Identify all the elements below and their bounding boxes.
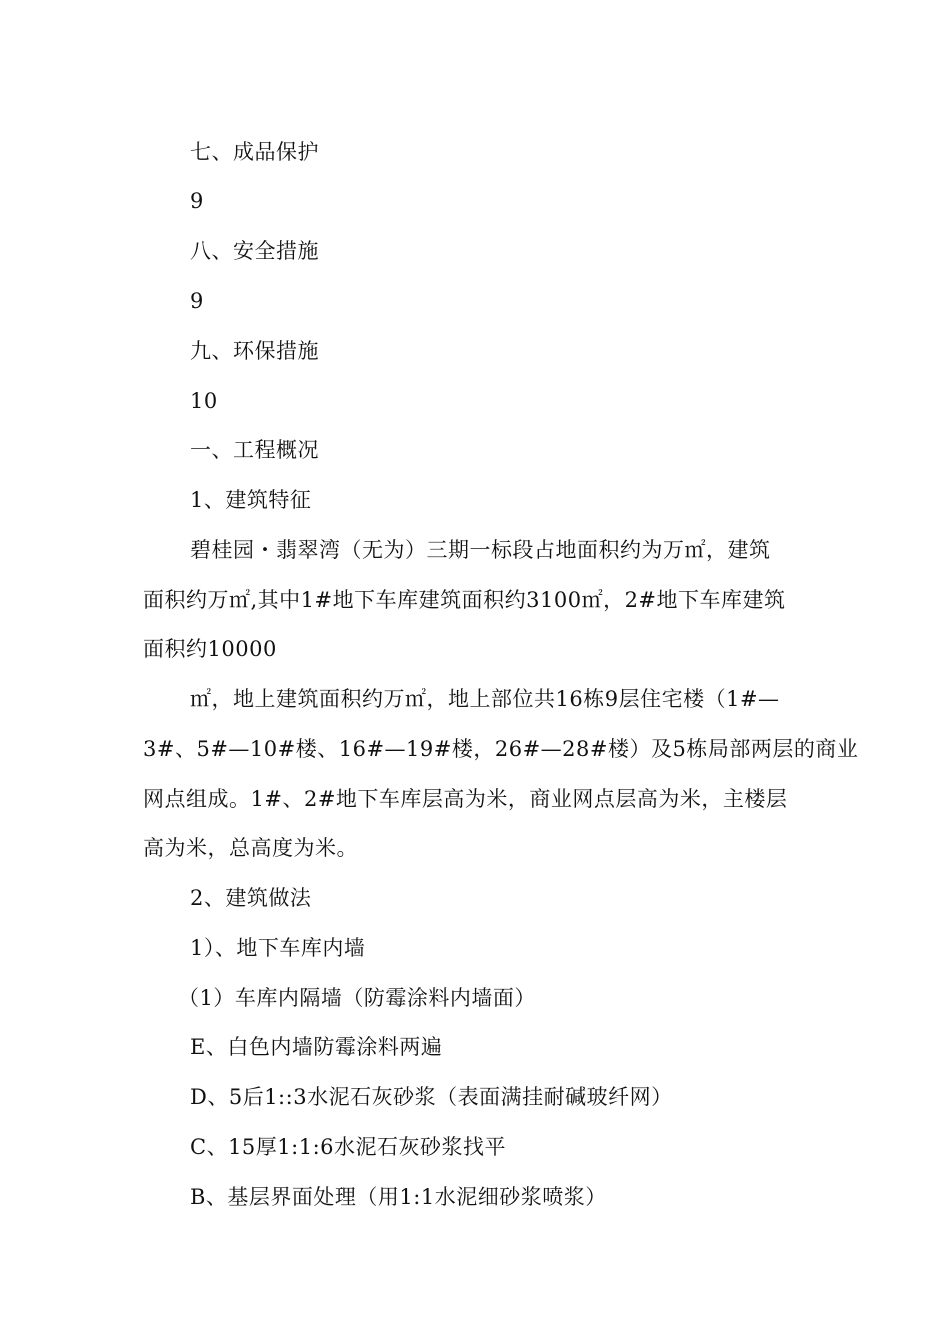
subsection-heading-1: 1、建筑特征 (190, 488, 312, 512)
toc-entry-9-title: 九、环保措施 (190, 339, 319, 363)
paragraph-line: 3#、5#—10#楼、16#—19#楼，26#—28#楼）及5栋局部两层的商业 (143, 737, 859, 761)
subsection-heading-2: 2、建筑做法 (190, 886, 312, 910)
paragraph-line: 面积约万㎡,其中1#地下车库建筑面积约3100㎡，2#地下车库建筑 (143, 588, 786, 612)
paragraph-line: 高为米，总高度为米。 (143, 836, 358, 860)
spec-line-e: E、白色内墙防霉涂料两遍 (190, 1035, 443, 1059)
toc-entry-7-page: 9 (190, 189, 204, 213)
paragraph-line: 面积约10000 (143, 637, 277, 661)
toc-entry-8-title: 八、安全措施 (190, 239, 319, 263)
spec-line-d: D、5后1::3水泥石灰砂浆（表面满挂耐碱玻纤网） (190, 1085, 673, 1109)
spec-line-b: B、基层界面处理（用1:1水泥细砂浆喷浆） (190, 1185, 607, 1209)
spec-line-c: C、15厚1:1:6水泥石灰砂浆找平 (190, 1135, 507, 1159)
section-heading-1: 一、工程概况 (190, 438, 319, 462)
sub-item-heading: （1）车库内隔墙（防霉涂料内墙面） (178, 986, 536, 1010)
toc-entry-9-page: 10 (190, 389, 218, 413)
toc-entry-7-title: 七、成品保护 (190, 140, 319, 164)
paragraph-line: ㎡，地上建筑面积约万㎡，地上部位共16栋9层住宅楼（1#— (190, 687, 780, 711)
item-heading: 1）、地下车库内墙 (190, 936, 366, 960)
paragraph-line: 网点组成。1#、2#地下车库层高为米，商业网点层高为米，主楼层 (143, 787, 788, 811)
paragraph-line: 碧桂园・翡翠湾（无为）三期一标段占地面积约为万㎡，建筑 (190, 538, 771, 562)
toc-entry-8-page: 9 (190, 289, 204, 313)
